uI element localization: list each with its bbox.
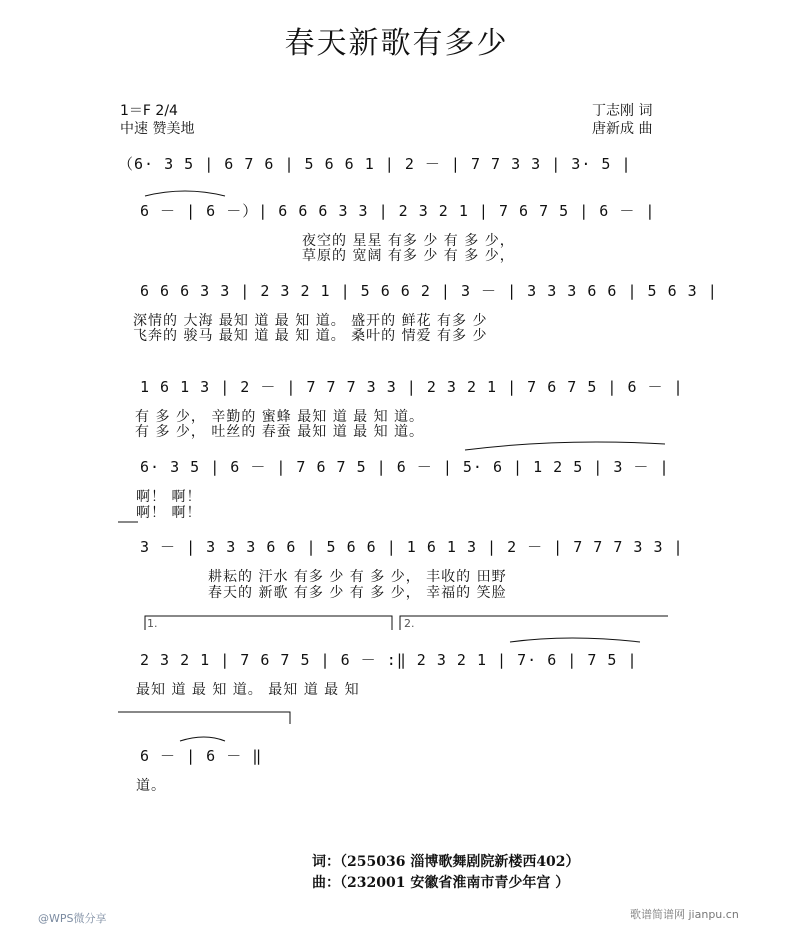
notation-line-6: 3 － | 3 3 3 6 6 | 5 6 6 | 1 6 1 3 | 2 － | 7 7 7 3 3 | xyxy=(140,538,684,556)
key-tempo: 1＝F 2/4 xyxy=(120,103,178,119)
volta-1-label: 1. xyxy=(147,617,158,630)
volta-2-label: 2. xyxy=(404,617,415,630)
notation-line-5: 6· 3 5 | 6 － | 7 6 7 5 | 6 － | 5· 6 | 1 2 5 | 3 － | xyxy=(140,458,670,476)
lyric-line-6-verse-2: 春天的 新歌 有多 少 有 多 少， 幸福的 笑脸 xyxy=(208,585,507,601)
lyric-line-6-verse-1: 耕耘的 汗水 有多 少 有 多 少， 丰收的 田野 xyxy=(208,569,507,585)
notation-line-3: 6 6 6 3 3 | 2 3 2 1 | 5 6 6 2 | 3 － | 3 3 3 6 6 | 5 6 3 | xyxy=(140,282,718,300)
watermark-right: 歌谱简谱网 jianpu.cn xyxy=(630,908,739,921)
volta-2-bracket xyxy=(400,616,668,630)
composer: 唐新成 曲 xyxy=(592,121,653,137)
notation-line-7: 2 3 2 1 | 7 6 7 5 | 6 － :‖ 2 3 2 1 | 7· 6 | 7 5 | xyxy=(140,651,638,669)
line8-bracket xyxy=(118,712,290,724)
slur-line4 xyxy=(465,442,665,450)
notation-line-4: 1 6 1 3 | 2 － | 7 7 7 3 3 | 2 3 2 1 | 7 6 7 5 | 6 － | xyxy=(140,378,684,396)
lyric-line-2-verse-1: 夜空的 星星 有多 少 有 多 少， xyxy=(302,233,515,249)
notation-line-2: 6 － | 6 －）| 6 6 6 3 3 | 2 3 2 1 | 7 6 7 5 | 6 － | xyxy=(140,202,656,220)
volta-1-bracket xyxy=(145,616,392,630)
lyric-line-2-verse-2: 草原的 宽阔 有多 少 有 多 少， xyxy=(302,248,515,264)
tempo-style: 中速 赞美地 xyxy=(120,121,195,137)
page-title: 春天新歌有多少 xyxy=(284,26,509,61)
slur-line7 xyxy=(510,638,640,642)
footer-composer-address: 曲：（232001 安徽省淮南市青少年宫 ） xyxy=(312,875,570,891)
lyric-line-4-verse-2: 有 多 少， 吐丝的 春蚕 最知 道 最 知 道。 xyxy=(135,424,425,440)
lyric-line-5-verse-1: 啊！ 啊！ xyxy=(136,489,202,505)
lyric-line-3-verse-2: 飞奔的 骏马 最知 道 最 知 道。 桑叶的 情爱 有多 少 xyxy=(133,328,488,344)
slur-intro xyxy=(145,191,225,196)
lyric-line-3-verse-1: 深情的 大海 最知 道 最 知 道。 盛开的 鲜花 有多 少 xyxy=(133,313,488,329)
lyric-line-8: 道。 xyxy=(136,778,166,794)
lyric-line-7: 最知 道 最 知 道。 最知 道 最 知 xyxy=(136,682,360,698)
footer-lyricist-address: 词：（255036 淄博歌舞剧院新楼西402） xyxy=(312,854,580,870)
lyric-line-4-verse-1: 有 多 少， 辛勤的 蜜蜂 最知 道 最 知 道。 xyxy=(135,409,425,425)
lyricist: 丁志刚 词 xyxy=(592,103,653,119)
lyric-line-5-verse-2: 啊！ 啊！ xyxy=(136,505,202,521)
notation-line-8: 6 － | 6 － ‖ xyxy=(140,747,263,765)
notation-line-1: （6· 3 5 | 6 7 6 | 5 6 6 1 | 2 － | 7 7 3 3 | 3· 5 | xyxy=(118,155,632,173)
watermark-left: @WPS微分享 xyxy=(38,912,107,925)
slur-line8 xyxy=(180,737,225,741)
